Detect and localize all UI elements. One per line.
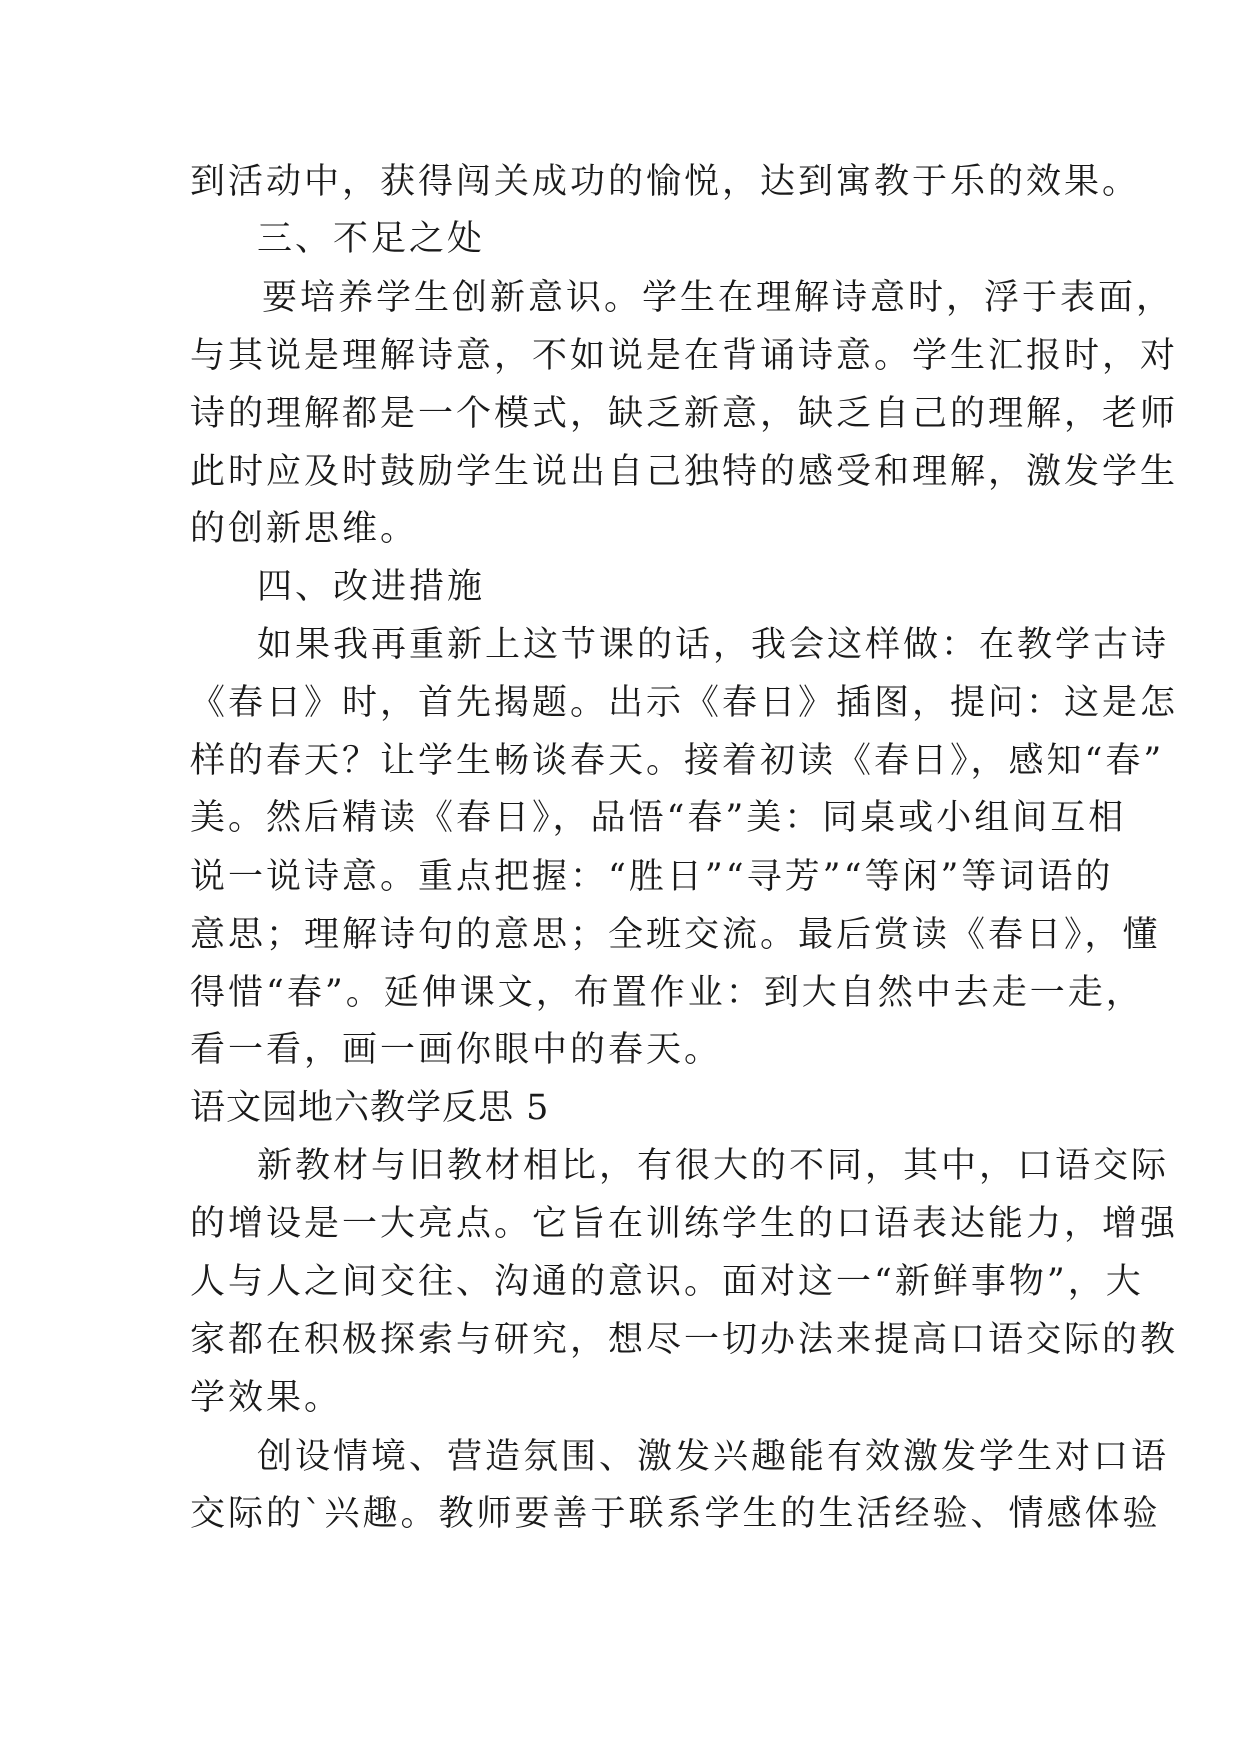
text-line: 如果我再重新上这节课的话，我会这样做：在教学古诗: [257, 625, 1170, 665]
text-line: 样的春天？让学生畅谈春天。接着初读《春日》，感知“春”: [190, 741, 1165, 781]
text-line: 美。然后精读《春日》，品悟“春”美：同桌或小组间互相: [190, 798, 1127, 838]
text-line: 看一看，画一画你眼中的春天。: [190, 1030, 723, 1070]
text-line: 与其说是理解诗意，不如说是在背诵诗意。学生汇报时，对: [190, 336, 1179, 376]
text-line: 家都在积极探索与研究，想尽一切办法来提高口语交际的教: [190, 1320, 1179, 1360]
text-line: 到活动中，获得闯关成功的愉悦，达到寓教于乐的效果。: [190, 162, 1141, 202]
text-line: 此时应及时鼓励学生说出自己独特的感受和理解，激发学生: [190, 452, 1179, 492]
text-line: 说一说诗意。重点把握：“胜日”“寻芳”“等闲”等词语的: [190, 857, 1114, 897]
text-line: 《春日》时，首先揭题。出示《春日》插图，提问：这是怎: [190, 683, 1179, 723]
text-line: 诗的理解都是一个模式，缺乏新意，缺乏自己的理解，老师: [190, 394, 1179, 434]
section-heading: 四、改进措施: [257, 567, 486, 607]
text-line: 意思；理解诗句的意思；全班交流。最后赏读《春日》，懂: [190, 915, 1161, 955]
text-line: 人与人之间交往、沟通的意识。面对这一“新鲜事物”，大: [190, 1262, 1144, 1302]
text-line: 的增设是一大亮点。它旨在训练学生的口语表达能力，增强: [190, 1204, 1179, 1244]
text-line: 学效果。: [190, 1378, 343, 1418]
section-heading: 三、不足之处: [257, 219, 486, 259]
section-title: 语文园地六教学反思 5: [190, 1088, 550, 1128]
text-line: 的创新思维。: [190, 509, 419, 549]
text-line: 得惜“春”。延伸课文，布置作业：到大自然中去走一走，: [190, 973, 1144, 1013]
text-line: 创设情境、营造氛围、激发兴趣能有效激发学生对口语: [257, 1437, 1170, 1477]
text-line: 要培养学生创新意识。学生在理解诗意时，浮于表面，: [262, 278, 1175, 318]
text-line: 新教材与旧教材相比，有很大的不同，其中，口语交际: [257, 1146, 1170, 1186]
text-line: 交际的`兴趣。教师要善于联系学生的生活经验、情感体验: [190, 1494, 1161, 1534]
